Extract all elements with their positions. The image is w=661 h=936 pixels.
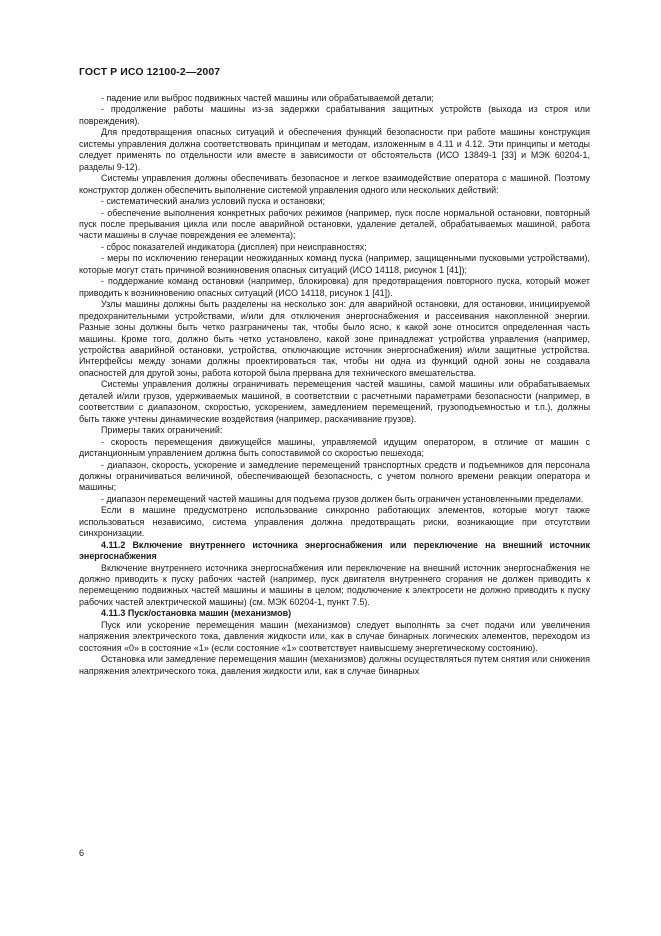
page-header: ГОСТ Р ИСО 12100-2—2007 [79,66,221,78]
paragraph: - систематический анализ условий пуска и остановки; [101,196,325,207]
paragraph: Примеры таких ограничений: [101,425,223,436]
body-text [79,93,590,677]
paragraph: - меры по исключению генерации неожиданных команд пуска (например, защищенными пусковыми устройствами), которые могут стать причиной возникновения опасных ситуаций (ИСО 14118, рисунок 1 [41]); [79,253,590,275]
page-number: 6 [79,848,85,858]
paragraph: Системы управления должны ограничивать перемещения частей машины, самой машины или обрабатываемых деталей и/или грузов, удерживаемых машиной, в соответствии с расчетными параметрами безопасности (например, в соответствии с диапазоном, скоростью, ускорением, замедлением перемещений, грузоподъемностью и т.п.), должны быть также учтены динамические воздействия (например, раскачивание грузов). [79,379,590,424]
paragraph: Пуск или ускорение перемещения машин (механизмов) следует выполнять за счет подачи или увеличения напряжения электрического тока, давления жидкости или, как в случае бинарных логических элементов, переходом из состояния «0» в состояние «1» (если состояние «1» соответствует наивысшему энергетическому состоянию). [79,619,590,653]
section-heading: 4.11.2 Включение внутреннего источника энергоснабжения или переключение на внешний источник энергоснабжения [79,539,590,562]
paragraph: Включение внутреннего источника энергоснабжения или переключение на внешний источник энергоснабжения не должно приводить к пуску рабочих частей (например, пуск двигателя внутреннего сгорания не должен приводить к перемещению подвижных частей машины и машины в целом; подключение к электросети не должно приводить к пуску рабочих частей электрической машины) (см. МЭК 60204-1, пункт 7.5). [79,562,590,607]
paragraph: - сброс показателей индикатора (дисплея) при неисправностях; [101,241,367,252]
paragraph: - падение или выброс подвижных частей машины или обрабатываемой детали; [101,93,434,103]
section-heading: 4.11.3 Пуск/остановка машин (механизмов) [101,608,292,619]
paragraph: Системы управления должны обеспечивать безопасное и легкое взаимодействие оператора с машиной. Поэтому конструктор должен обеспечить выполнение системой управления одного или нескольких действий: [79,173,590,195]
paragraph: Остановка или замедление перемещения машин (механизмов) должны осуществляться путем снятия или снижения напряжения электрического тока, давления жидкости или, как в случае бинарных [79,654,590,676]
paragraph: - диапазон перемещений частей машины для подъема грузов должен быть ограничен установленными пределами. [101,493,584,504]
paragraph: Если в машине предусмотрено использование синхронно работающих элементов, которые могут также использоваться независимо, система управления должна предотвращать риски, возникающие при отсутствии синхронизации. [79,505,590,539]
paragraph: Узлы машины должны быть разделены на несколько зон: для аварийной остановки, для остановки, инициируемой предохранительными устройствами, и/или для отключения энергоснабжения и рассеивания накопленной энергии. Разные зоны должны быть четко разграничены так, чтобы было ясно, к какой зоне относится определенная часть машины. Кроме того, должно быть четко установлено, какой зоне принадлежат устройства управления (например, устройства аварийной остановки, устройства, отключающие источник энергоснабжения) и/или защитные устройства. Интерфейсы между зонами должны проектироваться так, чтобы ни одна из функций одной зоны не создавала опасностей для другой зоны, работа которой была прервана для технического вмешательства. [79,299,590,378]
paragraph: - диапазон, скорость, ускорение и замедление перемещений транспортных средств и подъемников для персонала должны ограничиваться величиной, обеспечивающей безопасность, с учетом полного времени реакции оператора и машины; [79,459,590,493]
paragraph: - скорость перемещения движущейся машины, управляемой идущим оператором, в отличие от машин с дистанционным управлением должна быть сопоставимой со скоростью пешехода; [79,436,590,459]
paragraph: - обеспечение выполнения конкретных рабочих режимов (например, пуск после нормальной остановки, повторный пуск после прерывания цикла или после аварийной остановки, удаление деталей, обрабатываемых машиной, работа части машины в случае повреждения ее элемента); [79,207,590,241]
paragraph: Для предотвращения опасных ситуаций и обеспечения функций безопасности при работе машины конструкция системы управления должна соответствовать принципам и методам, изложенным в 4.11 и 4.12. Эти принципы и методы следует применять по отдельности или вместе в зависимости от обстоятельств (ИСО 13849-1 [33] и МЭК 60204-1, разделы 9-12). [79,127,590,172]
paragraph: - продолжение работы машины из-за задержки срабатывания защитных устройств (выхода из строя или повреждения). [79,104,590,126]
paragraph: - поддержание команд остановки (например, блокировка) для предотвращения повторного пуска, который может приводить к возникновению опасных ситуаций (ИСО 14118, рисунок 1 [41]). [79,276,590,298]
